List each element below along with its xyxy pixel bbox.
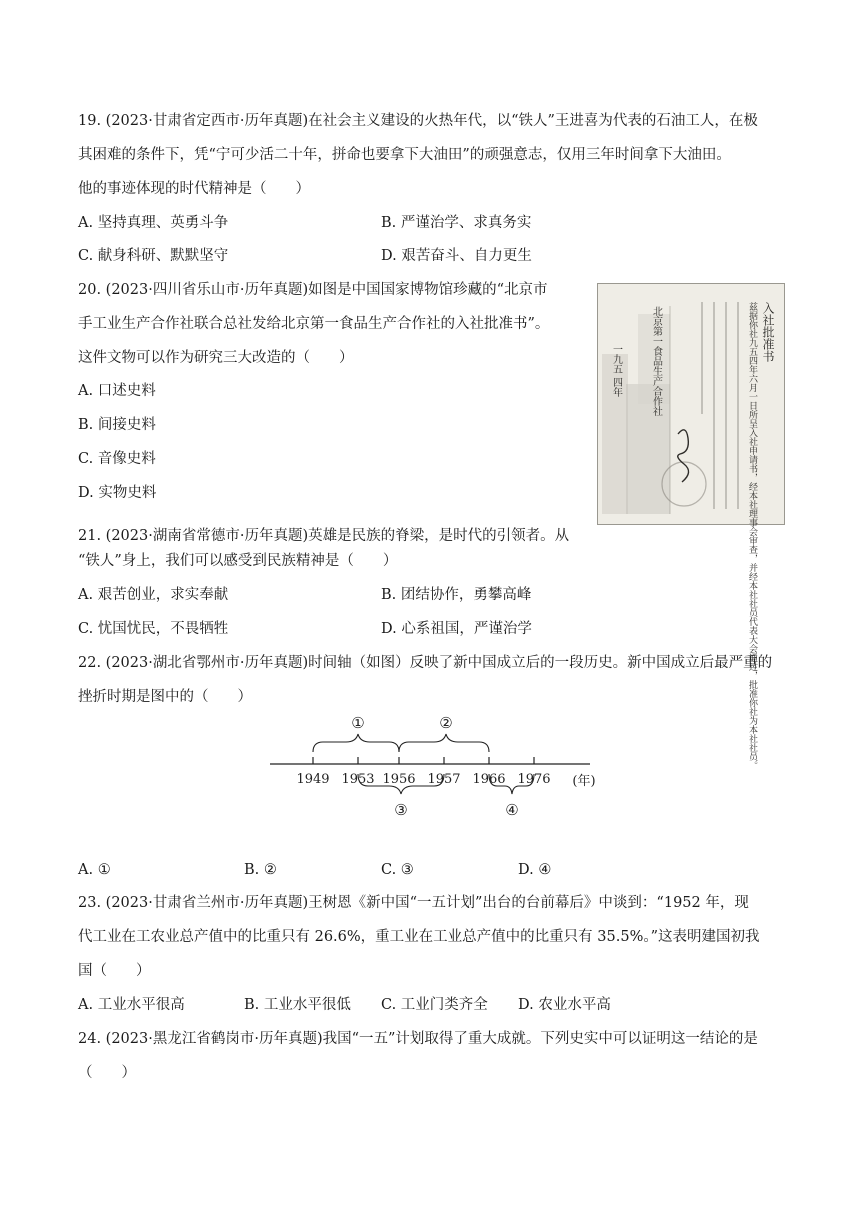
question-19-line-3: 他的事迹体现的时代精神是（ ） [78,181,310,197]
q21-option-d[interactable]: D. 心系祖国，严谨治学 [381,621,532,637]
question-20-line-2: 手工业生产合作社联合总社发给北京第一食品生产合作社的入社批准书”。 [78,316,550,332]
year-1976: 1976 [517,772,551,787]
q20-option-d[interactable]: D. 实物史料 [78,485,157,501]
year-1956: 1956 [382,772,416,787]
cert-title: 入社批准书 [761,302,775,362]
q19-option-b[interactable]: B. 严谨治学、求真务实 [381,215,532,231]
q20-option-c[interactable]: C. 音像史料 [78,451,156,467]
question-23-line-3: 国（ ） [78,963,151,979]
q21-option-a[interactable]: A. 艰苦创业，求实奉献 [78,587,229,603]
q22-option-d[interactable]: D. ④ [518,862,552,878]
cert-date: 一九五 四年 [610,344,622,398]
question-22-line-1: 22. (2023·湖北省鄂州市·历年真题)时间轴（如图）反映了新中国成立后的一段历史。新中国成立后最严重的 [78,655,773,671]
q19-option-d[interactable]: D. 艰苦奋斗、自力更生 [381,248,532,264]
label-circled-3: ③ [394,801,408,819]
brace-1 [313,734,399,752]
label-circled-1: ① [351,714,365,732]
year-1949: 1949 [296,772,330,787]
question-24-line-2: （ ） [78,1065,136,1081]
q21-option-c[interactable]: C. 忧国忧民，不畏牺牲 [78,621,229,637]
cert-body: 兹据你社九五四年六月一日所呈入社申请书，经本社理事会审查，并经本社社员代表大会通过，批准你社为本社社员。 [747,302,757,770]
admission-certificate-photo [597,283,785,770]
question-21-line-1: 21. (2023·湖南省常德市·历年真题)英雄是民族的脊梁，是时代的引领者。从 [78,528,570,544]
brace-2 [399,734,489,752]
label-circled-4: ④ [505,801,519,819]
q23-option-d[interactable]: D. 农业水平高 [518,997,611,1013]
question-19-line-2: 其困难的条件下，凭“宁可少活二十年，拼命也要拿下大油田”的顽强意志，仅用三年时间拿下大油田。 [78,147,731,163]
q19-option-a[interactable]: A. 坚持真理、英勇斗争 [78,215,229,231]
admission-certificate-image [598,284,784,770]
q23-option-c[interactable]: C. 工业门类齐全 [381,997,488,1013]
timeline-diagram [268,712,598,827]
q19-option-c[interactable]: C. 献身科研、默默坚守 [78,248,229,264]
q23-option-b[interactable]: B. 工业水平很低 [244,997,351,1013]
question-20-line-3: 这件文物可以作为研究三大改造的（ ） [78,350,354,366]
question-23-line-2: 代工业在工农业总产值中的比重只有 26.6%，重工业在工业总产值中的比重只有 35.5%。”这表明建国初我 [78,929,760,945]
label-circled-2: ② [439,714,453,732]
q23-option-a[interactable]: A. 工业水平很高 [78,997,185,1013]
year-1957: 1957 [427,772,461,787]
q22-option-a[interactable]: A. ① [78,862,111,878]
cert-recipient: 北京第一食品生产合作社 [650,306,662,416]
question-23-line-1: 23. (2023·甘肃省兰州市·历年真题)王树恩《新中国“一五计划”出台的台前幕后》中谈到：“1952 年，现 [78,895,749,911]
year-1953: 1953 [341,772,375,787]
question-20-line-1: 20. (2023·四川省乐山市·历年真题)如图是中国国家博物馆珍藏的“北京市 [78,282,548,298]
q22-option-c[interactable]: C. ③ [381,862,414,878]
q20-option-a[interactable]: A. 口述史料 [78,383,156,399]
q20-option-b[interactable]: B. 间接史料 [78,417,156,433]
q21-option-b[interactable]: B. 团结协作，勇攀高峰 [381,587,532,603]
question-22-line-2: 挫折时期是图中的（ ） [78,689,252,705]
q22-option-b[interactable]: B. ② [244,862,277,878]
year-1966: 1966 [472,772,506,787]
question-19-line-1: 19. (2023·甘肃省定西市·历年真题)在社会主义建设的火热年代，以“铁人”王进喜为代表的石油工人，在极 [78,113,758,129]
question-24-line-1: 24. (2023·黑龙江省鹤岗市·历年真题)我国“一五”计划取得了重大成就。下列史实中可以证明这一结论的是 [78,1031,758,1047]
question-21-line-2: “铁人”身上，我们可以感受到民族精神是（ ） [78,553,398,569]
timeline-unit: (年) [572,774,596,789]
